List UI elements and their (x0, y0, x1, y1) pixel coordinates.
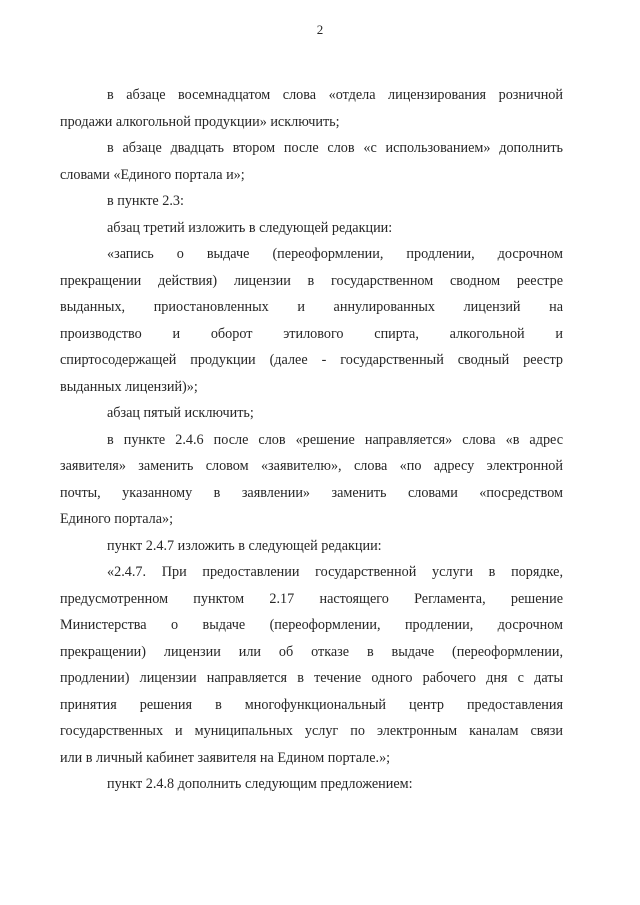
paragraph (60, 241, 563, 400)
text-line: словами «Единого портала и»; (60, 166, 245, 183)
text-line: продлении) лицензии направляется в течение одного рабочего дня с даты (60, 670, 563, 686)
text-line: или в личный кабинет заявителя на Едином портале.»; (60, 749, 391, 766)
text-line: заявителя» заменить словом «заявителю», слова «по адресу электронной (60, 458, 563, 474)
text-line: «запись о выдаче (переоформлении, продлении, досрочном (107, 246, 563, 262)
paragraph (60, 82, 563, 135)
text-line: в абзаце восемнадцатом слова «отдела лицензирования розничной (107, 87, 563, 103)
text-line: прекращении действия) лицензии в государственном сводном реестре (60, 272, 563, 289)
text-line: Министерства о выдаче (переоформлении, продлении, досрочном (60, 617, 563, 633)
text-line: принятия решения в многофункциональный центр предоставления (60, 696, 563, 713)
paragraph (107, 400, 563, 427)
text-line: государственных и муниципальных услуг по электронным каналам связи (60, 723, 563, 739)
text-line: спиртосодержащей продукции (далее - государственный сводный реестр (60, 352, 563, 368)
paragraph (107, 188, 563, 215)
page-number: 2 (316, 22, 324, 37)
paragraph (60, 427, 563, 533)
text-line: абзац пятый исключить; (107, 405, 254, 421)
paragraph (107, 771, 563, 798)
text-line: пункт 2.4.7 изложить в следующей редакции: (107, 537, 382, 554)
text-line: прекращении) лицензии или об отказе в выдаче (переоформлении, (60, 643, 563, 660)
text-line: в пункте 2.3: (107, 193, 184, 209)
text-line: выданных, приостановленных и аннулированных лицензий на (60, 299, 563, 315)
text-line: в абзаце двадцать втором после слов «с использованием» дополнить (107, 140, 563, 156)
text-line: предусмотренном пунктом 2.17 настоящего Регламента, решение (60, 590, 563, 607)
text-line: продажи алкогольной продукции» исключить; (60, 113, 340, 130)
paragraph (107, 533, 563, 560)
text-line: в пункте 2.4.6 после слов «решение направляется» слова «в адрес (107, 431, 563, 448)
text-line: выданных лицензий)»; (60, 378, 198, 395)
paragraph (107, 215, 563, 242)
text-line: пункт 2.4.8 дополнить следующим предложением: (107, 776, 413, 792)
paragraph (60, 135, 563, 188)
document-body (60, 82, 563, 798)
text-line: абзац третий изложить в следующей редакции: (107, 219, 393, 236)
text-line: Единого портала»; (60, 511, 174, 527)
text-line: почты, указанному в заявлении» заменить словами «посредством (60, 484, 563, 501)
paragraph (60, 559, 563, 771)
text-line: производство и оборот этилового спирта, алкогольной и (60, 325, 563, 342)
text-line: «2.4.7. При предоставлении государственной услуги в порядке, (107, 564, 563, 580)
